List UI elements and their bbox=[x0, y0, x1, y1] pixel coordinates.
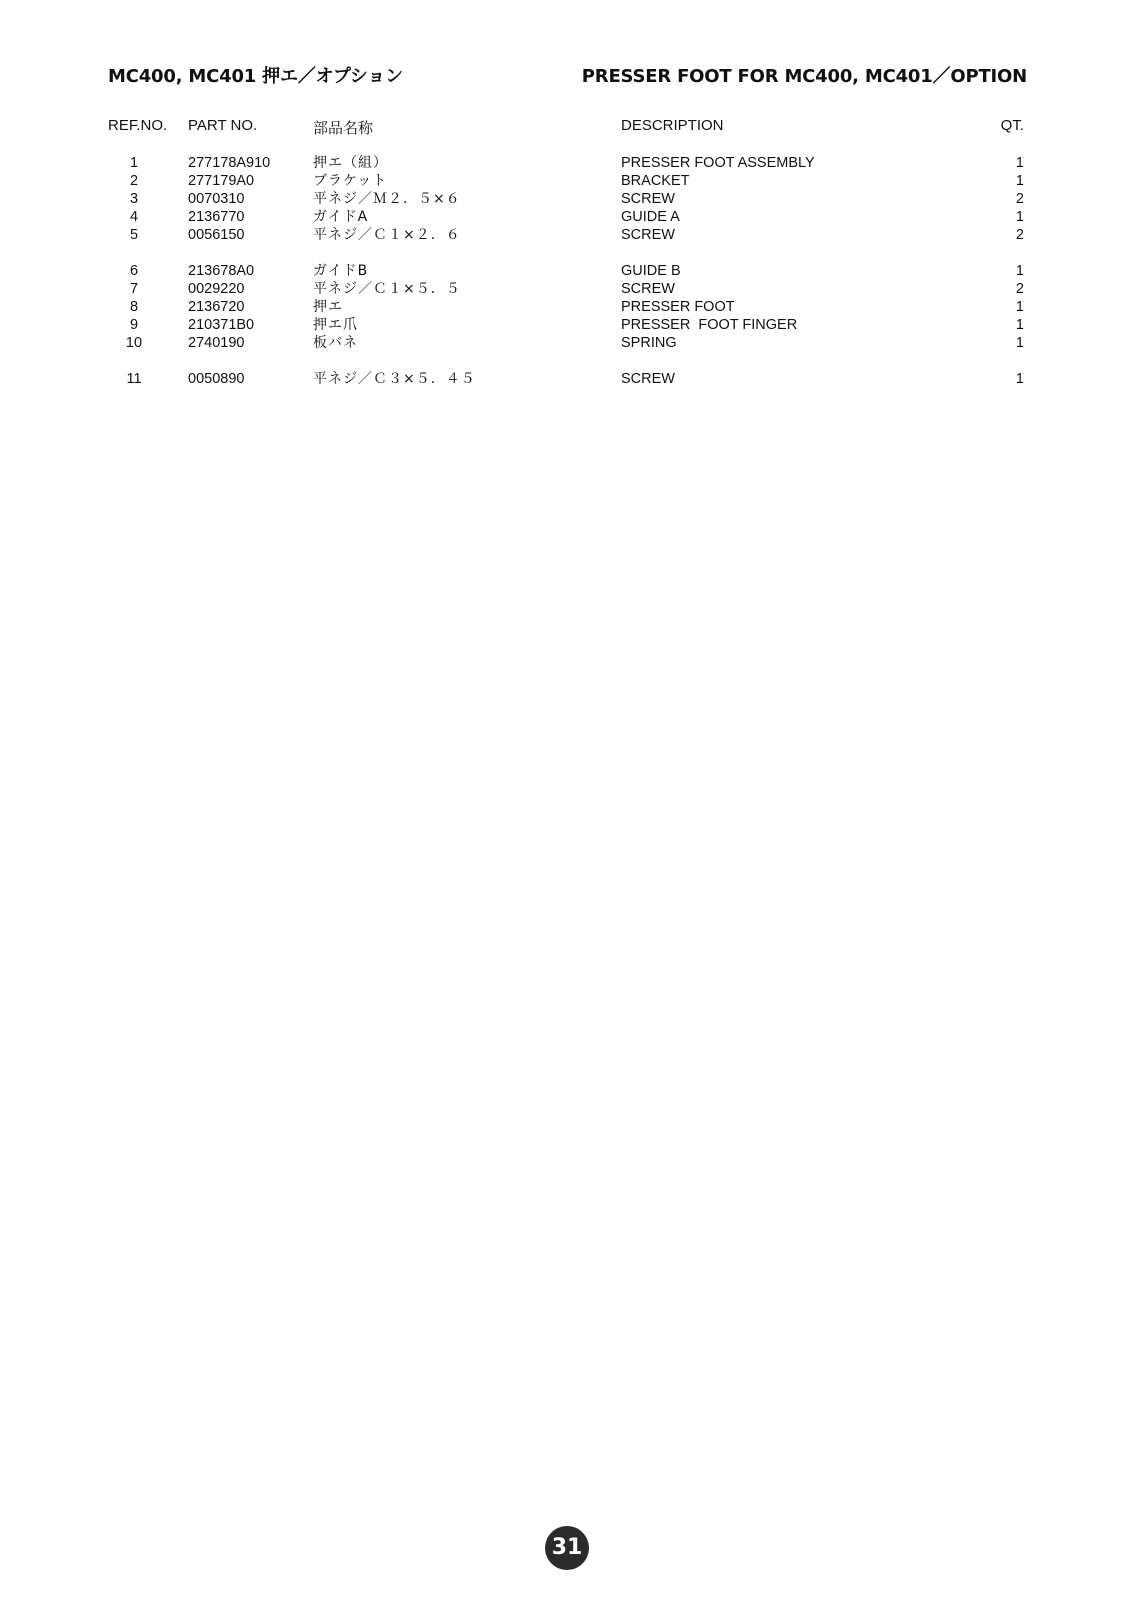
qty: 1 bbox=[1015, 263, 1024, 279]
table-row bbox=[0, 298, 1131, 316]
title-japanese: MC400, MC401 押エ／オプション bbox=[108, 66, 403, 87]
ref-no: 11 bbox=[126, 371, 142, 387]
name-jp: 平ネジ／Ｃ１×５．５ bbox=[313, 281, 461, 297]
ref-no: 5 bbox=[129, 227, 139, 243]
part-no: 210371B0 bbox=[188, 317, 255, 333]
table-row bbox=[0, 334, 1131, 352]
page-number-badge: 31 bbox=[545, 1526, 589, 1570]
header-qty: QT. bbox=[1000, 117, 1024, 134]
header-description: DESCRIPTION bbox=[621, 117, 724, 134]
name-jp: ガイドA bbox=[313, 209, 369, 225]
description: SCREW bbox=[621, 281, 675, 297]
table-row bbox=[0, 190, 1131, 208]
table-row bbox=[0, 226, 1131, 244]
qty: 2 bbox=[1015, 281, 1024, 297]
description: SCREW bbox=[621, 191, 675, 207]
qty: 2 bbox=[1015, 227, 1024, 243]
header-part-no: PART NO. bbox=[188, 117, 258, 134]
part-no: 0056150 bbox=[188, 227, 245, 243]
description: PRESSER FOOT ASSEMBLY bbox=[621, 155, 815, 171]
qty: 1 bbox=[1015, 173, 1024, 189]
ref-no: 6 bbox=[129, 263, 139, 279]
ref-no: 8 bbox=[129, 299, 139, 315]
qty: 1 bbox=[1015, 155, 1024, 171]
description: SPRING bbox=[621, 335, 677, 351]
header-name-jp: 部品名称 bbox=[313, 119, 374, 137]
description: SCREW bbox=[621, 371, 675, 387]
ref-no: 1 bbox=[129, 155, 139, 171]
description: BRACKET bbox=[621, 173, 690, 189]
table-row bbox=[0, 172, 1131, 190]
part-no: 2740190 bbox=[188, 335, 245, 351]
part-no: 0070310 bbox=[188, 191, 245, 207]
qty: 1 bbox=[1015, 209, 1024, 225]
qty: 1 bbox=[1015, 299, 1024, 315]
name-jp: 平ネジ／Ｍ２．５×６ bbox=[313, 191, 461, 207]
part-no: 277178A910 bbox=[188, 155, 271, 171]
ref-no: 10 bbox=[125, 335, 143, 351]
name-jp: ブラケット bbox=[313, 173, 388, 189]
table-row bbox=[0, 280, 1131, 298]
header-ref-no: REF.NO. bbox=[108, 117, 168, 134]
table-row bbox=[0, 316, 1131, 334]
name-jp: 平ネジ／Ｃ１×２．６ bbox=[313, 227, 461, 243]
qty: 2 bbox=[1015, 191, 1024, 207]
ref-no: 4 bbox=[129, 209, 139, 225]
description: GUIDE B bbox=[621, 263, 681, 279]
table-row bbox=[0, 370, 1131, 388]
table-row bbox=[0, 154, 1131, 172]
qty: 1 bbox=[1015, 317, 1024, 333]
description: GUIDE A bbox=[621, 209, 680, 225]
title-english: PRESSER FOOT FOR MC400, MC401／OPTION bbox=[581, 66, 1027, 87]
qty: 1 bbox=[1015, 371, 1024, 387]
ref-no: 3 bbox=[129, 191, 139, 207]
part-no: 2136720 bbox=[188, 299, 245, 315]
part-no: 0029220 bbox=[188, 281, 245, 297]
description: PRESSER FOOT bbox=[621, 299, 735, 315]
description: SCREW bbox=[621, 227, 675, 243]
name-jp: 平ネジ／Ｃ３×５．４５ bbox=[313, 371, 476, 387]
qty: 1 bbox=[1015, 335, 1024, 351]
table-row bbox=[0, 262, 1131, 280]
table-header bbox=[0, 117, 1131, 137]
part-no: 213678A0 bbox=[188, 263, 255, 279]
ref-no: 9 bbox=[129, 317, 139, 333]
name-jp: ガイドB bbox=[313, 263, 369, 279]
ref-no: 2 bbox=[129, 173, 139, 189]
name-jp: 押エ爪 bbox=[313, 317, 358, 333]
part-no: 2136770 bbox=[188, 209, 245, 225]
part-no: 0050890 bbox=[188, 371, 245, 387]
name-jp: 板バネ bbox=[313, 335, 358, 351]
name-jp: 押エ bbox=[313, 299, 343, 315]
ref-no: 7 bbox=[129, 281, 139, 297]
description: PRESSER FOOT FINGER bbox=[621, 317, 798, 333]
name-jp: 押エ（組） bbox=[313, 155, 388, 171]
part-no: 277179A0 bbox=[188, 173, 255, 189]
table-row bbox=[0, 208, 1131, 226]
